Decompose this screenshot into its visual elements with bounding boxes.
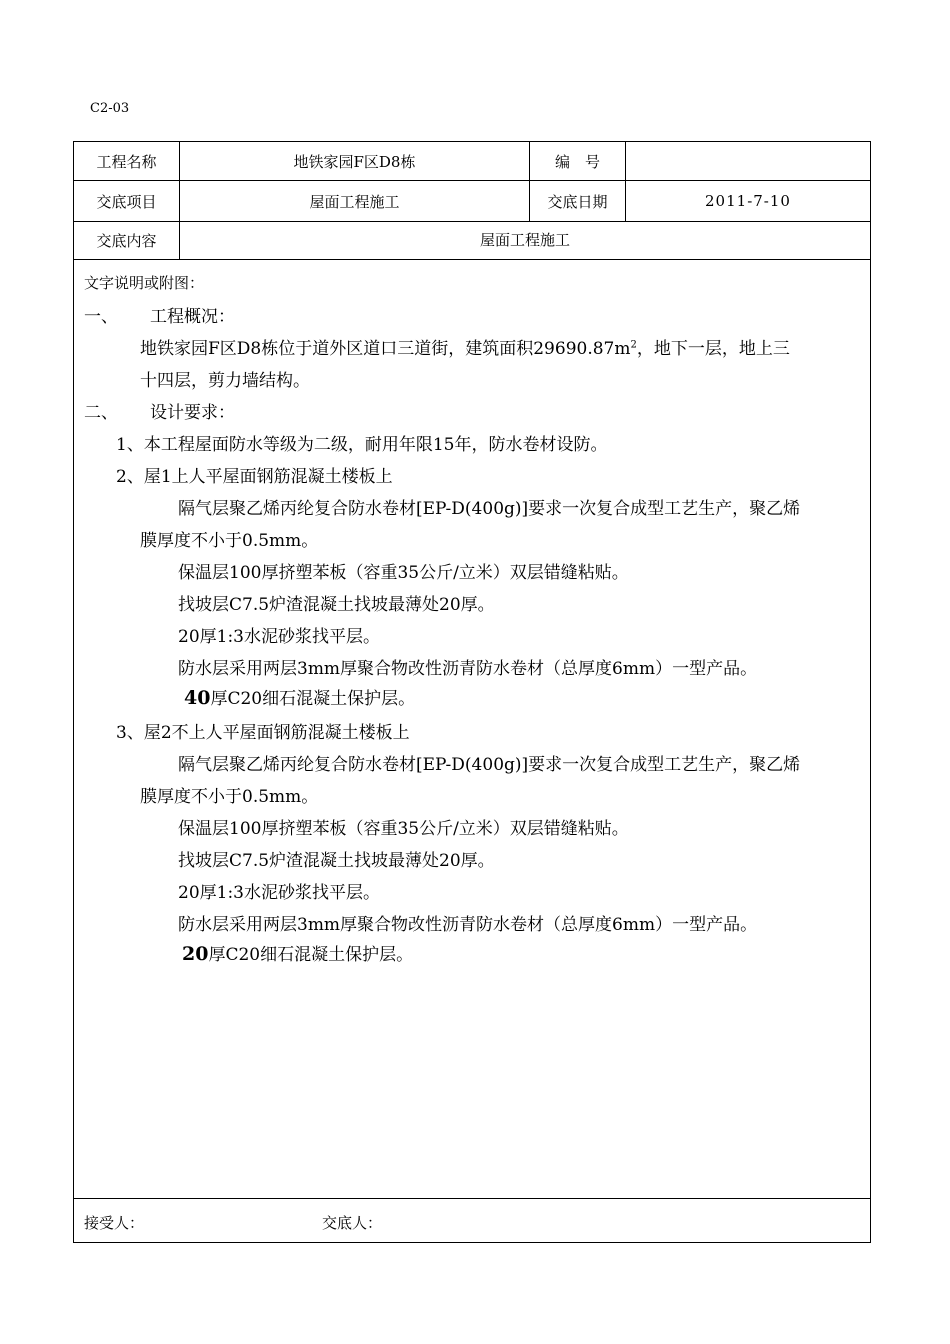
requirement-item-3: 3、屋2不上人平屋面钢筋混凝土楼板上 <box>116 723 410 743</box>
roof1-insulation: 保温层100厚挤塑苯板（容重35公斤/立米）双层错缝粘贴。 <box>178 563 629 583</box>
header-row-project <box>74 142 870 181</box>
disclosure-item-value: 屋面工程施工 <box>180 181 530 221</box>
roof1-protection-text: 厚C20细石混凝土保护层。 <box>210 689 416 709</box>
roof2-film-thickness: 膜厚度不小于0.5mm。 <box>140 787 319 807</box>
disclosure-content-label: 交底内容 <box>74 222 180 259</box>
roof1-film-thickness: 膜厚度不小于0.5mm。 <box>140 531 319 551</box>
overview-line-2: 十四层，剪力墙结构。 <box>140 371 310 391</box>
disclosure-body <box>74 260 870 1198</box>
serial-number-value <box>626 142 870 180</box>
document-code: C2-03 <box>90 101 130 116</box>
serial-number-label: 编 号 <box>530 142 626 180</box>
area-superscript: 2 <box>630 339 637 351</box>
roof2-protection-thickness: 20 <box>182 943 209 965</box>
overview-text-end: ，地下一层，地上三 <box>636 339 790 359</box>
receiver-label: 接受人： <box>84 1214 145 1232</box>
roof1-leveling: 20厚1:3水泥砂浆找平层。 <box>178 627 380 647</box>
roof1-vapor-barrier: 隔气层聚乙烯丙纶复合防水卷材[EP-D(400g)]要求一次复合成型工艺生产，聚乙烯 <box>178 499 801 519</box>
intro-text: 文字说明或附图： <box>84 274 205 292</box>
roof2-protection-text: 厚C20细石混凝土保护层。 <box>208 945 414 965</box>
disclosure-content-value: 屋面工程施工 <box>479 231 570 249</box>
section-1-number: 一、 <box>84 307 118 327</box>
requirement-item-2: 2、屋1上人平屋面钢筋混凝土楼板上 <box>116 467 393 487</box>
project-name-label: 工程名称 <box>74 142 180 180</box>
disclosure-form <box>73 141 871 1243</box>
roof1-protection <box>184 684 415 709</box>
signature-row <box>74 1198 870 1242</box>
roof2-waterproof: 防水层采用两层3mm厚聚合物改性沥青防水卷材（总厚度6mm）一型产品。 <box>178 915 758 935</box>
requirement-item-1: 1、本工程屋面防水等级为二级，耐用年限15年，防水卷材设防。 <box>116 435 608 455</box>
roof2-vapor-barrier: 隔气层聚乙烯丙纶复合防水卷材[EP-D(400g)]要求一次复合成型工艺生产，聚乙烯 <box>178 755 801 775</box>
overview-text: 地铁家园F区D8栋位于道外区道口三道街，建筑面积29690.87m <box>140 339 631 359</box>
roof2-slope-layer: 找坡层C7.5炉渣混凝土找坡最薄处20厚。 <box>178 851 495 871</box>
disclosure-item-label: 交底项目 <box>74 181 180 221</box>
disclosure-date-value: 2011-7-10 <box>705 192 791 210</box>
roof2-protection <box>182 940 413 965</box>
disclosure-date-label: 交底日期 <box>530 181 626 221</box>
roof2-leveling: 20厚1:3水泥砂浆找平层。 <box>178 883 380 903</box>
section-1-title: 工程概况： <box>150 307 235 327</box>
header-row-content <box>74 222 870 260</box>
roof1-slope-layer: 找坡层C7.5炉渣混凝土找坡最薄处20厚。 <box>178 595 495 615</box>
roof2-insulation: 保温层100厚挤塑苯板（容重35公斤/立米）双层错缝粘贴。 <box>178 819 629 839</box>
project-name-value: 地铁家园F区D8栋 <box>180 142 530 180</box>
overview-line-1 <box>140 334 790 359</box>
section-2-title: 设计要求： <box>150 403 235 423</box>
presenter-label: 交底人： <box>322 1214 383 1232</box>
header-row-item <box>74 181 870 222</box>
roof1-protection-thickness: 40 <box>184 687 211 709</box>
roof1-waterproof: 防水层采用两层3mm厚聚合物改性沥青防水卷材（总厚度6mm）一型产品。 <box>178 659 758 679</box>
section-2-number: 二、 <box>84 403 118 423</box>
